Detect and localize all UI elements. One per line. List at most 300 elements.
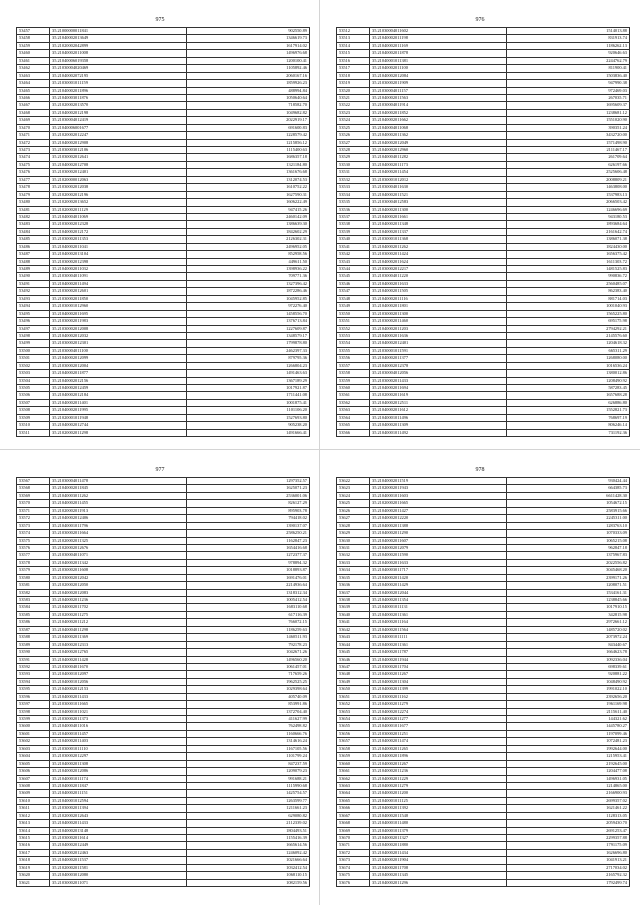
coordinate-cell: 35.21040002011151: [50, 790, 187, 797]
value-cell: 1491666.41: [187, 429, 310, 436]
row-id-cell: 53592: [17, 663, 50, 670]
table-row: [337, 544, 630, 551]
row-id-cell: 53594: [17, 678, 50, 685]
value-cell: 1266804.23: [187, 362, 310, 369]
coordinate-cell: 35.21040002011904: [370, 857, 507, 864]
table-row: [17, 199, 310, 206]
coordinate-cell: 35.21040002012765: [50, 649, 187, 656]
table-row: [337, 385, 630, 392]
coordinate-cell: 35.21040004011069: [50, 213, 187, 220]
value-cell: 2536001.06: [187, 492, 310, 499]
row-id-cell: 53479: [17, 191, 50, 198]
row-id-cell: 53629: [337, 530, 370, 537]
value-cell: 1162847.23: [187, 537, 310, 544]
value-cell: 1209079.23: [187, 768, 310, 775]
value-cell: 1695609.37: [507, 102, 630, 109]
table-row: [337, 857, 630, 864]
value-cell: 1041913.21: [507, 857, 630, 864]
coordinate-cell: 35.21040002011392: [370, 805, 507, 812]
coordinate-cell: 35.21040003011876: [50, 94, 187, 101]
coordinate-cell: 35.21040002011521: [370, 191, 507, 198]
table-row: [17, 117, 310, 124]
coordinate-cell: 35.21040002011337: [370, 228, 507, 235]
value-cell: 1048490.92: [507, 678, 630, 685]
table-row: [337, 94, 630, 101]
row-id-cell: 53506: [17, 392, 50, 399]
coordinate-cell: 35.21020002011275: [50, 611, 187, 618]
coordinate-cell: 35.21040004011016: [50, 723, 187, 730]
table-row: [337, 649, 630, 656]
coordinate-cell: 35.21040002011636: [370, 332, 507, 339]
value-cell: 1263599.77: [187, 797, 310, 804]
value-cell: 1606222.49: [187, 199, 310, 206]
table-row: [17, 626, 310, 633]
table-row: [17, 347, 310, 354]
row-id-cell: 53587: [17, 626, 50, 633]
row-id-cell: 53485: [17, 236, 50, 243]
value-cell: 2399171.26: [507, 574, 630, 581]
row-id-cell: 53609: [17, 790, 50, 797]
table-row: [337, 559, 630, 566]
coordinate-cell: 35.21040002013148: [50, 827, 187, 834]
coordinate-cell: 35.21040002012708: [50, 161, 187, 168]
row-id-cell: 53621: [17, 879, 50, 886]
coordinate-cell: 35.21040002011169: [370, 42, 507, 49]
row-id-cell: 53633: [337, 559, 370, 566]
table-row: [337, 619, 630, 626]
value-cell: 943180.53: [507, 213, 630, 220]
table-row: [337, 812, 630, 819]
row-id-cell: 53604: [17, 753, 50, 760]
table-row: [17, 109, 310, 116]
coordinate-cell: 35.21040002012049: [370, 139, 507, 146]
row-id-cell: 53518: [337, 72, 370, 79]
table-row: [337, 753, 630, 760]
table-row: [337, 485, 630, 492]
value-cell: 1824430.00: [507, 243, 630, 250]
row-id-cell: 53494: [17, 303, 50, 310]
value-cell: 717659.26: [187, 671, 310, 678]
table-row: [337, 663, 630, 670]
coordinate-cell: 35.21040002072195: [50, 72, 187, 79]
value-cell: 1021666.64: [187, 857, 310, 864]
coordinate-cell: 35.21040002011277: [370, 716, 507, 723]
coordinate-cell: 35.21040002012459: [50, 385, 187, 392]
coordinate-cell: 35.21040001012594: [50, 797, 187, 804]
value-cell: 862383.40: [507, 288, 630, 295]
coordinate-cell: 35.21030002011433: [370, 377, 507, 384]
coordinate-cell: 35.21040002011896: [370, 753, 507, 760]
value-cell: 695175.98: [507, 318, 630, 325]
table-row: [337, 492, 630, 499]
table-row: [337, 206, 630, 213]
row-id-cell: 53563: [337, 407, 370, 414]
coordinate-cell: 35.21040002011164: [370, 619, 507, 626]
table-row: [17, 80, 310, 87]
table-row: [17, 604, 310, 611]
value-cell: 1208490.92: [507, 377, 630, 384]
value-cell: 766072.15: [187, 619, 310, 626]
coordinate-cell: 35.21040001011131: [370, 604, 507, 611]
value-cell: 1893684.64: [507, 221, 630, 228]
value-cell: 1321184.80: [187, 161, 310, 168]
coordinate-cell: 35.21020002013652: [50, 199, 187, 206]
coordinate-cell: 35.21030004011071: [50, 552, 187, 559]
coordinate-cell: 35.21040002012079: [370, 544, 507, 551]
row-id-cell: 53600: [17, 723, 50, 730]
row-id-cell: 53527: [337, 139, 370, 146]
table-row: [17, 221, 310, 228]
coordinate-cell: 35.21030002012004: [50, 362, 187, 369]
value-cell: 2583915.66: [507, 507, 630, 514]
table-row: [337, 820, 630, 827]
value-cell: 972276.40: [187, 303, 310, 310]
table-row: [337, 228, 630, 235]
table-row: [337, 604, 630, 611]
value-cell: 2244762.79: [507, 57, 630, 64]
coordinate-cell: 35.21030001011368: [370, 236, 507, 243]
coordinate-cell: 35.21040006019358: [50, 57, 187, 64]
table-row: [337, 132, 630, 139]
coordinate-cell: 35.21040002013104: [50, 251, 187, 258]
row-id-cell: 53623: [337, 485, 370, 492]
coordinate-cell: 35.21040002011267: [370, 760, 507, 767]
table-row: [337, 589, 630, 596]
row-id-cell: 53536: [337, 206, 370, 213]
table-row: [337, 686, 630, 693]
value-cell: 1621461.22: [507, 805, 630, 812]
row-id-cell: 53546: [337, 280, 370, 287]
table-row: [337, 57, 630, 64]
row-id-cell: 53477: [17, 176, 50, 183]
table-row: [17, 303, 310, 310]
value-cell: 1485720.02: [507, 626, 630, 633]
coordinate-cell: 35.21040002011455: [50, 500, 187, 507]
row-id-cell: 53523: [337, 109, 370, 116]
coordinate-cell: 35.21040002012086: [50, 768, 187, 775]
table-row: [337, 221, 630, 228]
row-id-cell: 53555: [337, 347, 370, 354]
row-id-cell: 53492: [17, 288, 50, 295]
value-cell: 664385.73: [507, 485, 630, 492]
row-id-cell: 53519: [337, 80, 370, 87]
row-id-cell: 53638: [337, 597, 370, 604]
coordinate-cell: 35.21040002011308: [50, 760, 187, 767]
value-cell: 342815.98: [507, 611, 630, 618]
row-id-cell: 53593: [17, 671, 50, 678]
table-row: [17, 161, 310, 168]
value-cell: 794418.02: [187, 515, 310, 522]
table-row: [337, 879, 630, 886]
value-cell: 2022556.82: [507, 559, 630, 566]
table-row: [17, 414, 310, 421]
table-row: [17, 485, 310, 492]
value-cell: 2192645.00: [507, 760, 630, 767]
table-row: [17, 147, 310, 154]
value-cell: 1246092.42: [187, 849, 310, 856]
coordinate-cell: 35.21020002012196: [50, 191, 187, 198]
row-id-cell: 53468: [17, 109, 50, 116]
coordinate-cell: 35.21040002011633: [370, 559, 507, 566]
table-row: [17, 678, 310, 685]
value-cell: 1691476.01: [187, 574, 310, 581]
row-id-cell: 53576: [17, 544, 50, 551]
coordinate-cell: 35.21040002011265: [370, 745, 507, 752]
coordinate-cell: 35.21040004011068: [370, 124, 507, 131]
row-id-cell: 53622: [337, 478, 370, 485]
coordinate-cell: 35.21030002011373: [50, 716, 187, 723]
coordinate-cell: 35.21040002011173: [370, 161, 507, 168]
value-cell: 2699357.02: [507, 797, 630, 804]
value-cell: 2161642.74: [507, 228, 630, 235]
table-row: [17, 355, 310, 362]
table-row: [337, 139, 630, 146]
coordinate-cell: 35.21040001011796: [50, 522, 187, 529]
row-id-cell: 53586: [17, 619, 50, 626]
table-row: [17, 663, 310, 670]
value-cell: 1200100.41: [187, 57, 310, 64]
value-cell: 1961169.98: [507, 701, 630, 708]
value-cell: 852958.56: [187, 251, 310, 258]
value-cell: 2496952.05: [187, 243, 310, 250]
table-row: [337, 355, 630, 362]
row-id-cell: 53470: [17, 124, 50, 131]
table-row: [17, 318, 310, 325]
value-cell: 1045952.85: [187, 295, 310, 302]
table-row: [17, 589, 310, 596]
value-cell: 762498.82: [187, 723, 310, 730]
table-row: [17, 154, 310, 161]
value-cell: 1610752.22: [187, 184, 310, 191]
row-id-cell: 53547: [337, 288, 370, 295]
table-row: [337, 258, 630, 265]
table-row: [17, 206, 310, 213]
table-row: [337, 377, 630, 384]
value-cell: 1101106.20: [187, 407, 310, 414]
table-row: [17, 429, 310, 436]
coordinate-cell: 35.21040002011327: [370, 835, 507, 842]
value-cell: 947415.26: [187, 206, 310, 213]
row-id-cell: 53634: [337, 567, 370, 574]
table-row: [17, 559, 310, 566]
table-row: [337, 422, 630, 429]
table-row: [17, 50, 310, 57]
coordinate-cell: 35.21040002011388: [370, 522, 507, 529]
value-cell: 1167105.56: [187, 745, 310, 752]
row-id-cell: 53529: [337, 154, 370, 161]
row-id-cell: 53660: [337, 760, 370, 767]
value-cell: 1018893.87: [187, 567, 310, 574]
row-id-cell: 53495: [17, 310, 50, 317]
table-row: [17, 671, 310, 678]
coordinate-cell: 35.21020002012643: [50, 812, 187, 819]
value-cell: 626886.80: [507, 399, 630, 406]
value-cell: 1160666.76: [187, 730, 310, 737]
table-row: [337, 325, 630, 332]
value-cell: 731192.36: [507, 429, 630, 436]
row-id-cell: 53514: [337, 42, 370, 49]
row-id-cell: 53526: [337, 132, 370, 139]
row-id-cell: 53590: [17, 649, 50, 656]
row-id-cell: 53673: [337, 857, 370, 864]
coordinate-cell: 35.21040002011494: [50, 280, 187, 287]
row-id-cell: 53521: [337, 94, 370, 101]
row-id-cell: 53571: [17, 507, 50, 514]
value-cell: 1654416.68: [187, 544, 310, 551]
row-id-cell: 53598: [17, 708, 50, 715]
row-id-cell: 53643: [337, 634, 370, 641]
coordinate-cell: 35.21040002011361: [370, 611, 507, 618]
value-cell: 972469.03: [507, 87, 630, 94]
coordinate-cell: 35.21030002011850: [50, 295, 187, 302]
coordinate-cell: 35.21040002011612: [370, 407, 507, 414]
row-id-cell: 53569: [17, 492, 50, 499]
table-row: [337, 790, 630, 797]
row-id-cell: 53574: [17, 530, 50, 537]
value-cell: 1228579.42: [187, 132, 310, 139]
row-id-cell: 53589: [17, 641, 50, 648]
value-cell: 1017921.87: [187, 385, 310, 392]
table-row: [17, 656, 310, 663]
table-row: [17, 28, 310, 35]
coordinate-cell: 35.21040002011229: [370, 775, 507, 782]
value-cell: 1458556.70: [187, 310, 310, 317]
coordinate-cell: 35.21040002011548: [370, 812, 507, 819]
row-id-cell: 53585: [17, 611, 50, 618]
table-row: [17, 820, 310, 827]
value-cell: 895903.78: [187, 507, 310, 514]
value-cell: 698339.61: [507, 663, 630, 670]
value-cell: 1065215.08: [507, 537, 630, 544]
row-id-cell: 53648: [337, 671, 370, 678]
coordinate-cell: 35.21040002011008: [50, 50, 187, 57]
coordinate-cell: 35.21040001011496: [370, 414, 507, 421]
table-row: [337, 678, 630, 685]
coordinate-cell: 35.21030002012008: [50, 325, 187, 332]
table-row: [337, 288, 630, 295]
table-row: [337, 362, 630, 369]
row-id-cell: 53515: [337, 50, 370, 57]
coordinate-cell: 35.21040002011290: [370, 530, 507, 537]
row-id-cell: 53457: [17, 28, 50, 35]
row-id-cell: 53580: [17, 574, 50, 581]
row-id-cell: 53472: [17, 139, 50, 146]
row-id-cell: 53543: [337, 258, 370, 265]
table-row: [337, 35, 630, 42]
row-id-cell: 53488: [17, 258, 50, 265]
table-row: [337, 671, 630, 678]
coordinate-cell: 35.21020002012676: [50, 544, 187, 551]
row-id-cell: 53564: [337, 414, 370, 421]
value-cell: 1711441.08: [187, 392, 310, 399]
row-id-cell: 53501: [17, 355, 50, 362]
table-row: [337, 117, 630, 124]
row-id-cell: 53572: [17, 515, 50, 522]
value-cell: 1016536.24: [507, 362, 630, 369]
value-cell: 1128313.05: [507, 812, 630, 819]
row-id-cell: 53532: [337, 176, 370, 183]
coordinate-cell: 35.21040001012056: [50, 678, 187, 685]
row-id-cell: 53675: [337, 872, 370, 879]
table-row: [17, 500, 310, 507]
table-row: [17, 574, 310, 581]
table-row: [337, 634, 630, 641]
table-row: [17, 251, 310, 258]
table-row: [17, 243, 310, 250]
table-row: [337, 169, 630, 176]
row-id-cell: 53531: [337, 169, 370, 176]
value-cell: 1042671.26: [187, 649, 310, 656]
value-cell: 1496560.20: [187, 656, 310, 663]
coordinate-cell: 35.21040002012463: [50, 849, 187, 856]
value-cell: 1376713.84: [187, 318, 310, 325]
table-row: [17, 864, 310, 871]
value-cell: 1992644.00: [507, 745, 630, 752]
coordinate-cell: 35.21000000011841: [50, 28, 187, 35]
document-page: [330, 2, 630, 435]
table-row: [337, 567, 630, 574]
value-cell: 1686357.18: [187, 154, 310, 161]
coordinate-cell: 35.21040001011379: [370, 827, 507, 834]
value-cell: 881714.03: [507, 295, 630, 302]
value-cell: 990836.72: [507, 273, 630, 280]
row-id-cell: 53669: [337, 827, 370, 834]
table-row: [17, 65, 310, 72]
table-row: [17, 716, 310, 723]
coordinate-cell: 35.21040002012406: [50, 515, 187, 522]
coordinate-cell: 35.21040002011633: [370, 280, 507, 287]
row-id-cell: 53517: [337, 65, 370, 72]
row-id-cell: 53483: [17, 221, 50, 228]
value-cell: 1991022.10: [507, 686, 630, 693]
coordinate-cell: 35.21040002011433: [50, 693, 187, 700]
table-row: [337, 775, 630, 782]
table-row: [17, 812, 310, 819]
table-row: [337, 266, 630, 273]
row-id-cell: 53671: [337, 842, 370, 849]
table-row: [337, 199, 630, 206]
coordinate-cell: 35.21030004011914: [370, 102, 507, 109]
row-id-cell: 53480: [17, 199, 50, 206]
row-id-cell: 53645: [337, 649, 370, 656]
row-id-cell: 53562: [337, 399, 370, 406]
table-row: [337, 522, 630, 529]
row-id-cell: 53615: [17, 835, 50, 842]
coordinate-cell: 35.21040001011677: [370, 723, 507, 730]
coordinate-cell: 35.21040001011457: [50, 730, 187, 737]
row-id-cell: 53554: [337, 340, 370, 347]
table-row: [337, 827, 630, 834]
table-row: [17, 310, 310, 317]
value-cell: 2691253.47: [507, 827, 630, 834]
row-id-cell: 53474: [17, 154, 50, 161]
value-cell: 1481525.83: [507, 266, 630, 273]
value-cell: 144321.62: [507, 716, 630, 723]
table-row: [337, 693, 630, 700]
table-row: [337, 414, 630, 421]
table-row: [17, 385, 310, 392]
table-row: [17, 515, 310, 522]
coordinate-cell: 35.21040002012032: [50, 332, 187, 339]
row-id-cell: 53666: [337, 805, 370, 812]
table-row: [17, 228, 310, 235]
value-cell: 1390137.07: [187, 522, 310, 529]
table-row: [17, 738, 310, 745]
table-row: [337, 332, 630, 339]
coordinate-cell: 35.21040002011428: [50, 656, 187, 663]
row-id-cell: 53496: [17, 318, 50, 325]
table-row: [337, 745, 630, 752]
